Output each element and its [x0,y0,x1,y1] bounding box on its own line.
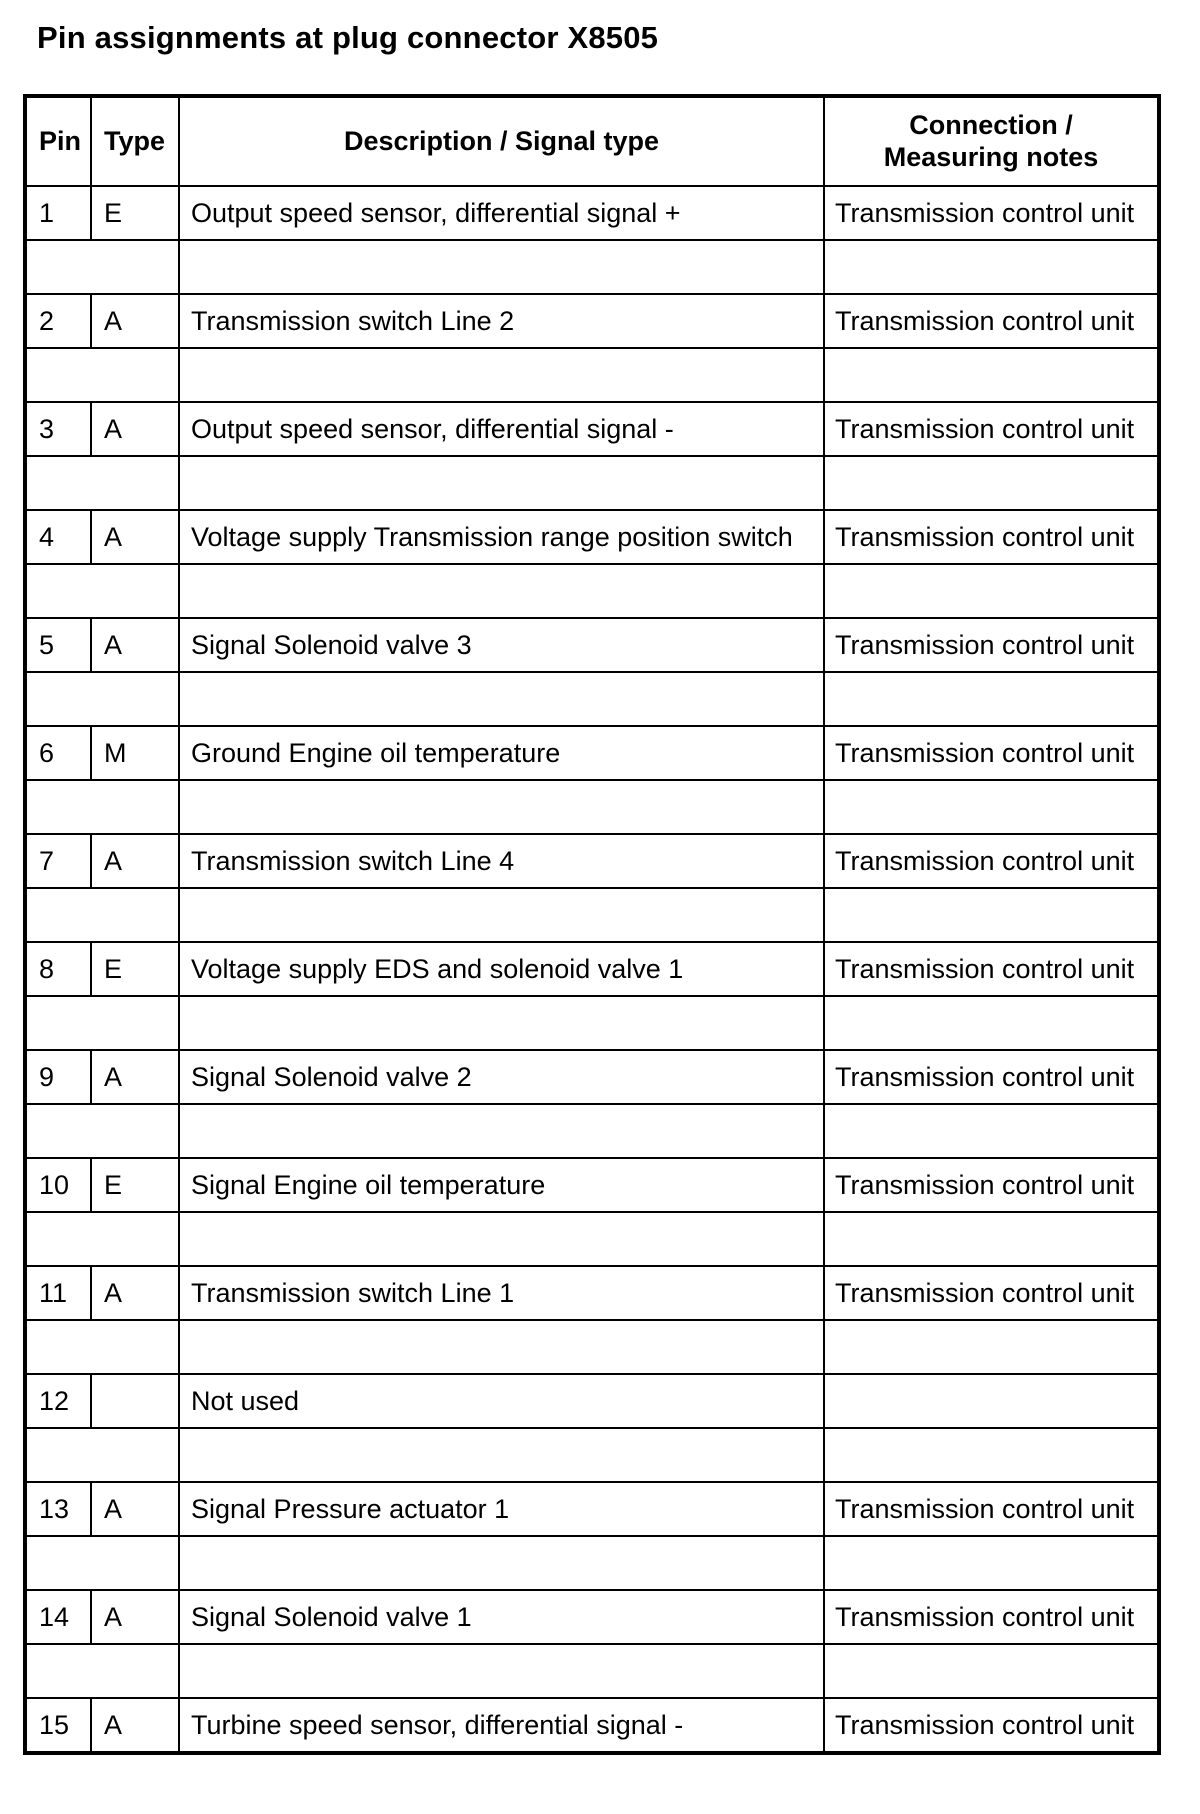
spacer-cell-pin-type [25,888,179,942]
cell-connection: Transmission control unit [824,942,1159,996]
cell-pin: 4 [25,510,91,564]
cell-connection [824,1374,1159,1428]
header-type: Type [91,96,179,186]
spacer-cell-description [179,1320,824,1374]
cell-connection: Transmission control unit [824,618,1159,672]
cell-pin: 6 [25,726,91,780]
cell-type: E [91,1158,179,1212]
cell-description: Output speed sensor, differential signal + [179,186,824,240]
spacer-cell-connection [824,1428,1159,1482]
spacer-cell-description [179,456,824,510]
cell-type: A [91,402,179,456]
spacer-cell-pin-type [25,996,179,1050]
table-row [25,1590,1159,1644]
header-connection-line1: Connection / [909,109,1073,140]
cell-pin: 9 [25,1050,91,1104]
spacer-cell-description [179,1104,824,1158]
cell-description: Voltage supply EDS and solenoid valve 1 [179,942,824,996]
cell-connection: Transmission control unit [824,1698,1159,1753]
spacer-cell-pin-type [25,1644,179,1698]
spacer-cell-connection [824,1536,1159,1590]
cell-pin: 1 [25,186,91,240]
table-spacer-row [25,564,1159,618]
cell-pin: 2 [25,294,91,348]
spacer-cell-pin-type [25,780,179,834]
header-connection [824,96,1159,186]
spacer-cell-connection [824,240,1159,294]
spacer-cell-pin-type [25,1212,179,1266]
table-row [25,1482,1159,1536]
cell-type: A [91,834,179,888]
cell-description: Transmission switch Line 2 [179,294,824,348]
cell-type: A [91,1266,179,1320]
cell-type: M [91,726,179,780]
table-body [25,186,1159,1753]
table-spacer-row [25,1212,1159,1266]
spacer-cell-connection [824,348,1159,402]
cell-connection: Transmission control unit [824,402,1159,456]
cell-type: A [91,294,179,348]
cell-type: E [91,942,179,996]
cell-description: Signal Solenoid valve 3 [179,618,824,672]
cell-type: E [91,186,179,240]
cell-type [91,1374,179,1428]
cell-type: A [91,1050,179,1104]
spacer-cell-connection [824,1644,1159,1698]
table-spacer-row [25,672,1159,726]
table-row [25,294,1159,348]
cell-pin: 14 [25,1590,91,1644]
table-row [25,510,1159,564]
cell-pin: 8 [25,942,91,996]
cell-description: Transmission switch Line 1 [179,1266,824,1320]
table-row [25,1698,1159,1753]
spacer-cell-pin-type [25,672,179,726]
cell-description: Ground Engine oil temperature [179,726,824,780]
cell-pin: 13 [25,1482,91,1536]
spacer-cell-connection [824,1320,1159,1374]
table-row [25,186,1159,240]
cell-connection: Transmission control unit [824,1158,1159,1212]
table-spacer-row [25,780,1159,834]
table-row [25,834,1159,888]
table-header-row [25,96,1159,186]
cell-connection: Transmission control unit [824,1266,1159,1320]
cell-connection: Transmission control unit [824,186,1159,240]
cell-description: Voltage supply Transmission range position switch [179,510,824,564]
cell-type: A [91,618,179,672]
table-spacer-row [25,1104,1159,1158]
cell-description: Signal Solenoid valve 2 [179,1050,824,1104]
cell-connection: Transmission control unit [824,1482,1159,1536]
table-row [25,618,1159,672]
spacer-cell-description [179,996,824,1050]
cell-description: Signal Pressure actuator 1 [179,1482,824,1536]
spacer-cell-pin-type [25,348,179,402]
cell-description: Signal Solenoid valve 1 [179,1590,824,1644]
spacer-cell-pin-type [25,456,179,510]
spacer-cell-description [179,240,824,294]
cell-pin: 7 [25,834,91,888]
table-spacer-row [25,888,1159,942]
spacer-cell-connection [824,1212,1159,1266]
spacer-cell-description [179,672,824,726]
cell-description: Turbine speed sensor, differential signal - [179,1698,824,1753]
spacer-cell-description [179,1428,824,1482]
cell-pin: 15 [25,1698,91,1753]
spacer-cell-connection [824,672,1159,726]
cell-pin: 11 [25,1266,91,1320]
table-spacer-row [25,1644,1159,1698]
cell-connection: Transmission control unit [824,1050,1159,1104]
cell-pin: 10 [25,1158,91,1212]
cell-connection: Transmission control unit [824,834,1159,888]
pin-assignment-table [23,94,1161,1755]
header-connection-line2: Measuring notes [883,141,1099,172]
spacer-cell-pin-type [25,1320,179,1374]
spacer-cell-pin-type [25,240,179,294]
spacer-cell-pin-type [25,564,179,618]
spacer-cell-description [179,780,824,834]
spacer-cell-pin-type [25,1104,179,1158]
cell-pin: 3 [25,402,91,456]
spacer-cell-description [179,1536,824,1590]
table-row [25,402,1159,456]
spacer-cell-connection [824,996,1159,1050]
table-spacer-row [25,456,1159,510]
table-spacer-row [25,1536,1159,1590]
header-pin: Pin [25,96,91,186]
table-row [25,1374,1159,1428]
spacer-cell-connection [824,1104,1159,1158]
cell-connection: Transmission control unit [824,294,1159,348]
spacer-cell-pin-type [25,1428,179,1482]
cell-type: A [91,1698,179,1753]
cell-description: Signal Engine oil temperature [179,1158,824,1212]
table-spacer-row [25,1428,1159,1482]
header-description: Description / Signal type [179,96,824,186]
page-title: Pin assignments at plug connector X8505 [37,20,659,55]
spacer-cell-connection [824,780,1159,834]
cell-connection: Transmission control unit [824,726,1159,780]
cell-pin: 12 [25,1374,91,1428]
cell-type: A [91,1590,179,1644]
table-row [25,942,1159,996]
table-row [25,1158,1159,1212]
spacer-cell-description [179,888,824,942]
table-spacer-row [25,1320,1159,1374]
spacer-cell-description [179,1644,824,1698]
cell-type: A [91,510,179,564]
cell-type: A [91,1482,179,1536]
cell-description: Output speed sensor, differential signal - [179,402,824,456]
cell-connection: Transmission control unit [824,1590,1159,1644]
cell-pin: 5 [25,618,91,672]
spacer-cell-connection [824,456,1159,510]
table-row [25,1266,1159,1320]
cell-connection: Transmission control unit [824,510,1159,564]
table-row [25,1050,1159,1104]
table-spacer-row [25,996,1159,1050]
spacer-cell-description [179,1212,824,1266]
table-spacer-row [25,240,1159,294]
spacer-cell-connection [824,564,1159,618]
cell-description: Not used [179,1374,824,1428]
cell-description: Transmission switch Line 4 [179,834,824,888]
spacer-cell-description [179,564,824,618]
table-spacer-row [25,348,1159,402]
table-row [25,726,1159,780]
spacer-cell-pin-type [25,1536,179,1590]
spacer-cell-description [179,348,824,402]
spacer-cell-connection [824,888,1159,942]
